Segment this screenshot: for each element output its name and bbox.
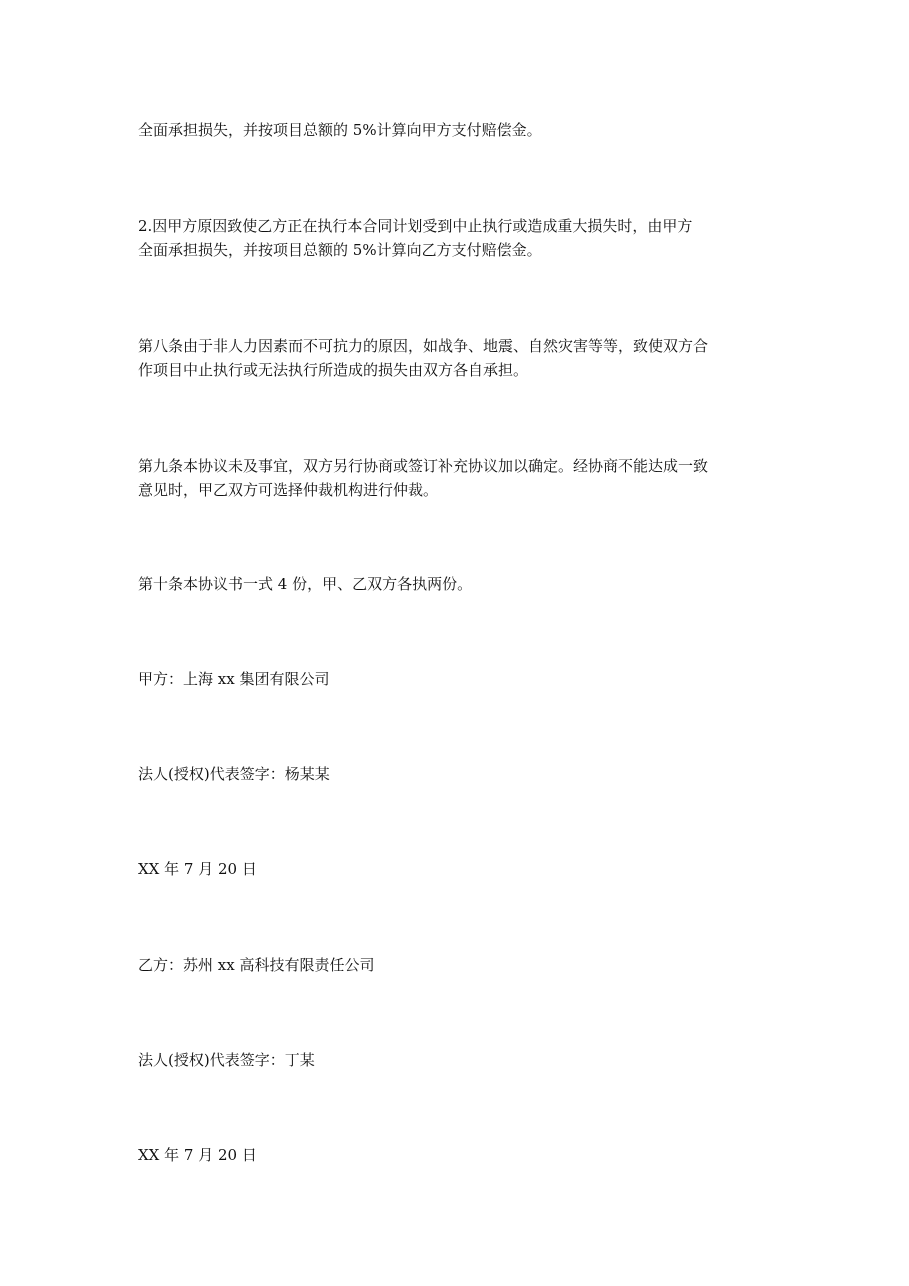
text-line: 法人(授权)代表签字：丁某 — [138, 1051, 315, 1069]
text-line: 全面承担损失，并按项目总额的 5%计算向乙方支付赔偿金。 — [138, 241, 542, 259]
clause-7-2 — [138, 214, 778, 262]
party-b-signature — [138, 1048, 778, 1072]
text-line: 法人(授权)代表签字：杨某某 — [138, 765, 330, 783]
text-line: 作项目中止执行或无法执行所造成的损失由双方各自承担。 — [138, 361, 529, 379]
party-b-name — [138, 953, 778, 977]
text-line: 意见时，甲乙双方可选择仲裁机构进行仲裁。 — [138, 481, 439, 499]
text-line: 第十条本协议书一式 4 份，甲、乙双方各执两份。 — [138, 575, 473, 593]
text-line: 甲方：上海 xx 集团有限公司 — [138, 670, 330, 688]
text-line: 全面承担损失，并按项目总额的 5%计算向甲方支付赔偿金。 — [138, 121, 542, 139]
text-line: XX 年 7 月 20 日 — [138, 860, 257, 878]
party-a-signature — [138, 762, 778, 786]
party-b-date — [138, 1143, 778, 1167]
text-line: 第八条由于非人力因素而不可抗力的原因，如战争、地震、自然灾害等等，致使双方合 — [138, 337, 709, 355]
clause-10 — [138, 572, 778, 596]
party-a-date — [138, 857, 778, 881]
text-line: XX 年 7 月 20 日 — [138, 1146, 257, 1164]
clause-8 — [138, 334, 778, 382]
text-line: 2.因甲方原因致使乙方正在执行本合同计划受到中止执行或造成重大损失时，由甲方 — [138, 217, 693, 235]
party-a-name — [138, 667, 778, 691]
clause-7-1-continuation — [138, 118, 778, 142]
text-line: 乙方：苏州 xx 高科技有限责任公司 — [138, 956, 375, 974]
clause-9 — [138, 454, 778, 502]
text-line: 第九条本协议未及事宜，双方另行协商或签订补充协议加以确定。经协商不能达成一致 — [138, 457, 709, 475]
